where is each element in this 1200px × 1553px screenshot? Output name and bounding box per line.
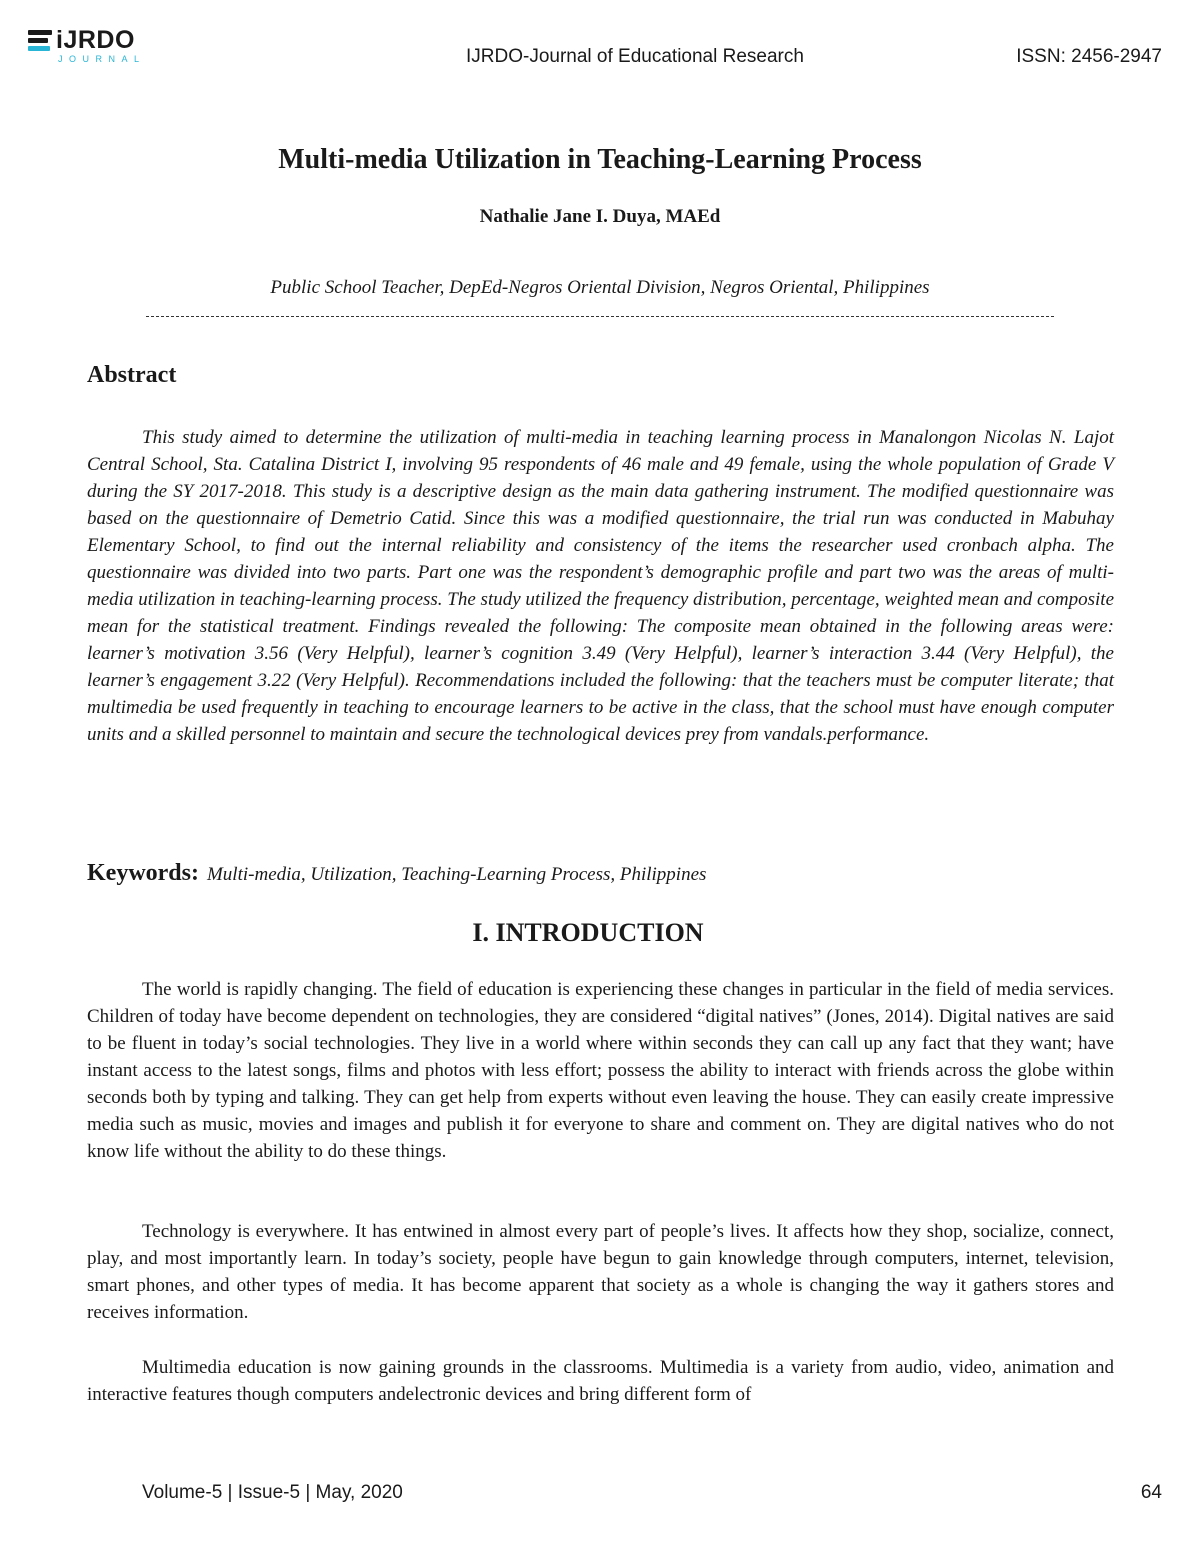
- logo-subtext: JOURNAL: [58, 54, 146, 64]
- issue-info: Volume-5 | Issue-5 | May, 2020: [142, 1482, 403, 1503]
- abstract-body: This study aimed to determine the utilization of multi-media in teaching learning process in Manalongon Nicolas N. Lajot Central School, Sta. Catalina District I, involving 95 respondents of 46 male and 49 female, using the whole population of Grade V during the SY 2017-2018. This study is a descriptive design as the main data gathering instrument. The modified questionnaire was based on the questionnaire of Demetrio Catid. Since this was a modified questionnaire, the trial run was conducted in Mabuhay Elementary School, to find out the internal reliability and consistency of the items the researcher used cronbach alpha. The questionnaire was divided into two parts. Part one was the respondent’s demographic profile and part two was the areas of multi-media utilization in teaching-learning process. The study utilized the frequency distribution, percentage, weighted mean and composite mean for the statistical treatment. Findings revealed the following: The composite mean obtained in the following areas were: learner’s motivation 3.56 (Very Helpful), learner’s cognition 3.49 (Very Helpful), learner’s interaction 3.44 (Very Helpful), the learner’s engagement 3.22 (Very Helpful). Recommendations included the following: that the teachers must be computer literate; that multimedia be used frequently in teaching to encourage learners to be active in the class, that the school must have enough computer units and a skilled personnel to maintain and secure the technological devices prey from vandals.performance.: [87, 427, 1114, 745]
- journal-logo: [28, 26, 158, 66]
- intro-paragraph: The world is rapidly changing. The field of education is experiencing these changes in particular in the field of media services. Children of today have become dependent on technologies, they are considered “digital natives” (Jones, 2014). Digital natives are said to be fluent in today’s social technologies. They live in a world where within seconds they can call up any fact that they want; have instant access to the latest songs, films and photos with less effort; possess the ability to interact with friends across the globe within seconds both by typing and talking. They can get help from experts without even leaving the house. They can easily create impressive media such as music, movies and images and publish it for everyone to share and comment on. They are digital natives who do not know life without the ability to do these things.: [87, 979, 1114, 1162]
- abstract-heading: Abstract: [87, 362, 177, 388]
- journal-name: IJRDO-Journal of Educational Research: [466, 46, 804, 67]
- logo-text: iJRDO: [56, 26, 135, 54]
- page-number: 64: [1140, 1482, 1162, 1503]
- intro-paragraph: Technology is everywhere. It has entwined in almost every part of people’s lives. It affects how they shop, socialize, connect, play, and most importantly learn. In today’s society, people have begun to gain knowledge through computers, internet, television, smart phones, and other types of media. It has become apparent that society as a whole is changing the way it gathers stores and receives information.: [87, 1221, 1114, 1323]
- issn: ISSN: 2456-2947: [1016, 46, 1162, 67]
- keywords: [87, 860, 706, 887]
- introduction-heading: I. INTRODUCTION: [472, 918, 704, 947]
- separator-rule: [146, 316, 1054, 317]
- paper-title: Multi-media Utilization in Teaching-Learning Process: [278, 144, 922, 175]
- keywords-text: Multi-media, Utilization, Teaching-Learning Process, Philippines: [206, 864, 707, 885]
- keywords-label: Keywords:: [87, 860, 199, 886]
- author-name: Nathalie Jane I. Duya, MAEd: [479, 206, 721, 227]
- author-affiliation: Public School Teacher, DepEd-Negros Oriental Division, Negros Oriental, Philippines: [270, 277, 930, 298]
- logo-bars-icon: [28, 30, 52, 54]
- intro-paragraph: Multimedia education is now gaining grounds in the classrooms. Multimedia is a variety from audio, video, animation and interactive features though computers andelectronic devices and bring different form of: [87, 1357, 1114, 1405]
